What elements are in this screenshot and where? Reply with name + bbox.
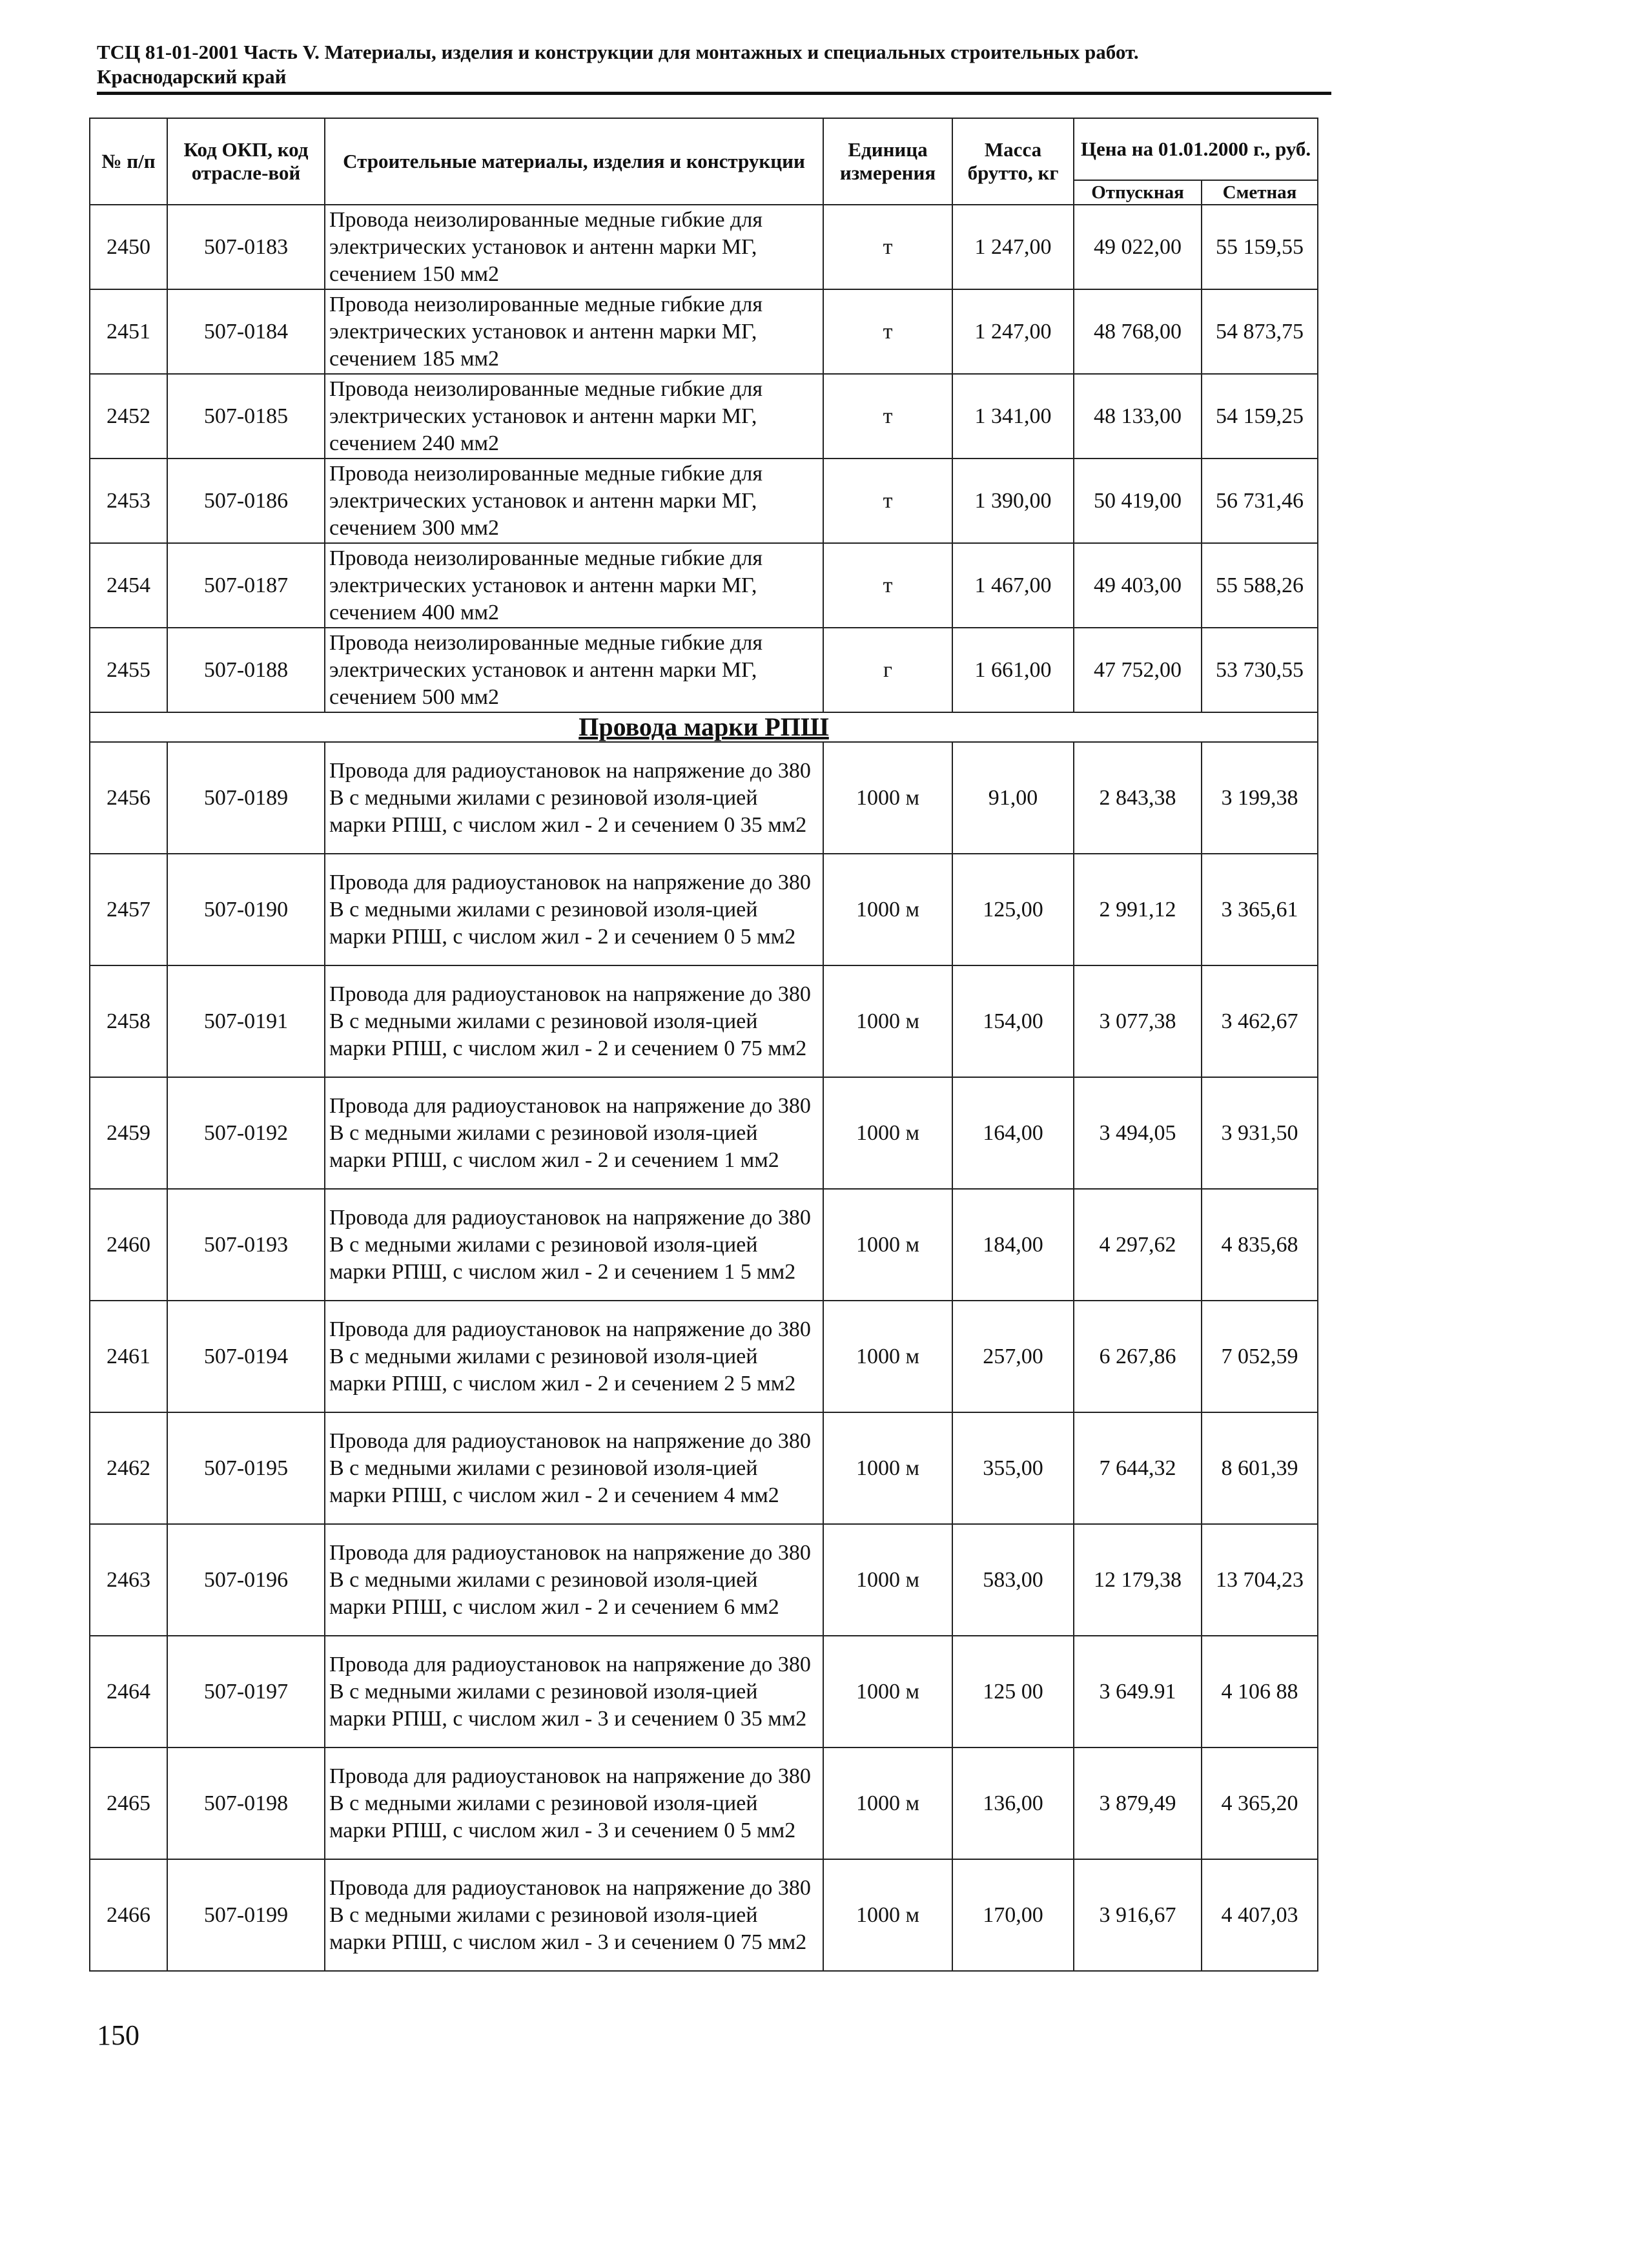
row-unit: 1000 м (823, 742, 952, 854)
row-code: 507-0190 (167, 854, 325, 965)
table-section (90, 712, 1318, 742)
row-price-release: 49 403,00 (1074, 543, 1202, 628)
row-code: 507-0187 (167, 543, 325, 628)
row-unit: т (823, 205, 952, 289)
row-price-estimate: 56 731,46 (1202, 459, 1318, 543)
row-num: 2455 (90, 628, 167, 712)
row-price-estimate: 4 407,03 (1202, 1859, 1318, 1971)
row-price-release: 49 022,00 (1074, 205, 1202, 289)
row-price-estimate: 3 199,38 (1202, 742, 1318, 854)
row-price-release: 12 179,38 (1074, 1524, 1202, 1636)
header-title: ТСЦ 81-01-2001 Часть V. Материалы, изделия и конструкции для монтажных и специальных строительных работ. (97, 41, 1139, 63)
row-num: 2460 (90, 1189, 167, 1301)
row-unit: 1000 м (823, 1412, 952, 1524)
row-price-estimate: 13 704,23 (1202, 1524, 1318, 1636)
row-mass: 1 661,00 (952, 628, 1074, 712)
col-header-price-release: Отпускная (1074, 180, 1202, 205)
row-description: Провода для радиоустановок на напряжение до 380 В с медными жилами с резиновой изоля-цией марки РПШ, с числом жил - 2 и сечением 6 мм2 (325, 1524, 823, 1636)
row-description: Провода для радиоустановок на напряжение до 380 В с медными жилами с резиновой изоля-цией марки РПШ, с числом жил - 2 и сечением 0 75 мм2 (325, 965, 823, 1077)
row-num: 2457 (90, 854, 167, 965)
row-code: 507-0194 (167, 1301, 325, 1412)
price-table (89, 118, 1318, 1972)
table-body-mg (90, 205, 1318, 712)
row-num: 2461 (90, 1301, 167, 1412)
row-description: Провода неизолированные медные гибкие для электрических установок и антенн марки МГ, сечением 300 мм2 (325, 459, 823, 543)
row-num: 2453 (90, 459, 167, 543)
row-price-estimate: 55 588,26 (1202, 543, 1318, 628)
row-num: 2454 (90, 543, 167, 628)
row-price-release: 2 991,12 (1074, 854, 1202, 965)
row-code: 507-0186 (167, 459, 325, 543)
col-header-num: № п/п (90, 118, 167, 205)
col-header-price-estimate: Сметная (1202, 180, 1318, 205)
row-mass: 257,00 (952, 1301, 1074, 1412)
col-header-code: Код ОКП, код отрасле-вой (167, 118, 325, 205)
row-unit: 1000 м (823, 1859, 952, 1971)
row-price-estimate: 55 159,55 (1202, 205, 1318, 289)
row-num: 2466 (90, 1859, 167, 1971)
row-price-release: 48 133,00 (1074, 374, 1202, 459)
row-mass: 1 341,00 (952, 374, 1074, 459)
row-code: 507-0185 (167, 374, 325, 459)
row-mass: 1 467,00 (952, 543, 1074, 628)
row-price-estimate: 54 873,75 (1202, 289, 1318, 374)
row-price-release: 48 768,00 (1074, 289, 1202, 374)
row-price-release: 7 644,32 (1074, 1412, 1202, 1524)
table-row (90, 1189, 1318, 1301)
row-description: Провода неизолированные медные гибкие для электрических установок и антенн марки МГ, сечением 185 мм2 (325, 289, 823, 374)
row-price-estimate: 3 931,50 (1202, 1077, 1318, 1189)
row-description: Провода для радиоустановок на напряжение до 380 В с медными жилами с резиновой изоля-цией марки РПШ, с числом жил - 2 и сечением 0 35 мм2 (325, 742, 823, 854)
row-price-release: 3 649.91 (1074, 1636, 1202, 1747)
page-number: 150 (97, 2019, 139, 2051)
table-row (90, 374, 1318, 459)
row-description: Провода для радиоустановок на напряжение до 380 В с медными жилами с резиновой изоля-цией марки РПШ, с числом жил - 2 и сечением 1 мм2 (325, 1077, 823, 1189)
row-num: 2450 (90, 205, 167, 289)
row-num: 2456 (90, 742, 167, 854)
row-mass: 583,00 (952, 1524, 1074, 1636)
row-num: 2462 (90, 1412, 167, 1524)
row-code: 507-0195 (167, 1412, 325, 1524)
row-price-estimate: 3 462,67 (1202, 965, 1318, 1077)
table-row (90, 1412, 1318, 1524)
row-description: Провода для радиоустановок на напряжение до 380 В с медными жилами с резиновой изоля-цией марки РПШ, с числом жил - 2 и сечением 0 5 мм2 (325, 854, 823, 965)
row-price-estimate: 4 106 88 (1202, 1636, 1318, 1747)
table-row (90, 628, 1318, 712)
row-code: 507-0192 (167, 1077, 325, 1189)
row-description: Провода для радиоустановок на напряжение до 380 В с медными жилами с резиновой изоля-цией марки РПШ, с числом жил - 2 и сечением 2 5 мм2 (325, 1301, 823, 1412)
row-unit: т (823, 374, 952, 459)
row-unit: 1000 м (823, 854, 952, 965)
row-code: 507-0198 (167, 1747, 325, 1859)
table-row (90, 1301, 1318, 1412)
table-row (90, 1636, 1318, 1747)
row-price-release: 2 843,38 (1074, 742, 1202, 854)
row-description: Провода для радиоустановок на напряжение до 380 В с медными жилами с резиновой изоля-цией марки РПШ, с числом жил - 2 и сечением 4 мм2 (325, 1412, 823, 1524)
row-price-release: 3 494,05 (1074, 1077, 1202, 1189)
row-code: 507-0196 (167, 1524, 325, 1636)
table-row (90, 742, 1318, 854)
row-price-estimate: 4 835,68 (1202, 1189, 1318, 1301)
table-body-rpsh (90, 742, 1318, 1971)
row-mass: 184,00 (952, 1189, 1074, 1301)
row-code: 507-0199 (167, 1859, 325, 1971)
row-mass: 1 390,00 (952, 459, 1074, 543)
col-header-mass: Масса брутто, кг (952, 118, 1074, 205)
header-divider (97, 92, 1331, 95)
row-price-release: 50 419,00 (1074, 459, 1202, 543)
row-code: 507-0189 (167, 742, 325, 854)
row-mass: 170,00 (952, 1859, 1074, 1971)
col-header-price: Цена на 01.01.2000 г., руб. (1074, 118, 1318, 180)
row-price-estimate: 3 365,61 (1202, 854, 1318, 965)
row-price-estimate: 53 730,55 (1202, 628, 1318, 712)
row-price-release: 6 267,86 (1074, 1301, 1202, 1412)
row-mass: 164,00 (952, 1077, 1074, 1189)
row-mass: 154,00 (952, 965, 1074, 1077)
row-price-release: 47 752,00 (1074, 628, 1202, 712)
row-num: 2458 (90, 965, 167, 1077)
table-row (90, 289, 1318, 374)
row-code: 507-0183 (167, 205, 325, 289)
document-header (97, 40, 1330, 89)
row-description: Провода неизолированные медные гибкие для электрических установок и антенн марки МГ, сечением 500 мм2 (325, 628, 823, 712)
row-num: 2464 (90, 1636, 167, 1747)
table-row (90, 1077, 1318, 1189)
row-unit: 1000 м (823, 1747, 952, 1859)
table-row (90, 459, 1318, 543)
row-mass: 1 247,00 (952, 289, 1074, 374)
row-code: 507-0197 (167, 1636, 325, 1747)
row-num: 2465 (90, 1747, 167, 1859)
row-mass: 136,00 (952, 1747, 1074, 1859)
row-unit: 1000 м (823, 1189, 952, 1301)
row-unit: 1000 м (823, 1524, 952, 1636)
row-mass: 125 00 (952, 1636, 1074, 1747)
table-row (90, 205, 1318, 289)
row-mass: 91,00 (952, 742, 1074, 854)
table-row (90, 1747, 1318, 1859)
row-num: 2451 (90, 289, 167, 374)
row-price-release: 4 297,62 (1074, 1189, 1202, 1301)
row-description: Провода для радиоустановок на напряжение до 380 В с медными жилами с резиновой изоля-цией марки РПШ, с числом жил - 3 и сечением 0 75 мм2 (325, 1859, 823, 1971)
row-code: 507-0193 (167, 1189, 325, 1301)
row-price-estimate: 54 159,25 (1202, 374, 1318, 459)
row-mass: 355,00 (952, 1412, 1074, 1524)
row-description: Провода неизолированные медные гибкие для электрических установок и антенн марки МГ, сечением 240 мм2 (325, 374, 823, 459)
row-unit: т (823, 543, 952, 628)
row-price-release: 3 077,38 (1074, 965, 1202, 1077)
row-unit: 1000 м (823, 1301, 952, 1412)
row-description: Провода для радиоустановок на напряжение до 380 В с медными жилами с резиновой изоля-цией марки РПШ, с числом жил - 3 и сечением 0 35 мм2 (325, 1636, 823, 1747)
row-price-release: 3 879,49 (1074, 1747, 1202, 1859)
row-code: 507-0184 (167, 289, 325, 374)
row-num: 2463 (90, 1524, 167, 1636)
row-mass: 1 247,00 (952, 205, 1074, 289)
row-description: Провода неизолированные медные гибкие для электрических установок и антенн марки МГ, сечением 150 мм2 (325, 205, 823, 289)
row-price-release: 3 916,67 (1074, 1859, 1202, 1971)
row-unit: т (823, 459, 952, 543)
row-description: Провода неизолированные медные гибкие для электрических установок и антенн марки МГ, сечением 400 мм2 (325, 543, 823, 628)
col-header-material: Строительные материалы, изделия и конструкции (325, 118, 823, 205)
row-unit: т (823, 289, 952, 374)
section-title: Провода марки РПШ (90, 712, 1318, 742)
row-num: 2452 (90, 374, 167, 459)
col-header-unit: Единица измерения (823, 118, 952, 205)
row-description: Провода для радиоустановок на напряжение до 380 В с медными жилами с резиновой изоля-цией марки РПШ, с числом жил - 2 и сечением 1 5 мм2 (325, 1189, 823, 1301)
row-code: 507-0191 (167, 965, 325, 1077)
row-price-estimate: 7 052,59 (1202, 1301, 1318, 1412)
table-row (90, 543, 1318, 628)
row-num: 2459 (90, 1077, 167, 1189)
table-row (90, 854, 1318, 965)
table-row (90, 965, 1318, 1077)
table-row (90, 1859, 1318, 1971)
row-unit: 1000 м (823, 1636, 952, 1747)
row-mass: 125,00 (952, 854, 1074, 965)
row-price-estimate: 8 601,39 (1202, 1412, 1318, 1524)
table-row (90, 1524, 1318, 1636)
row-unit: г (823, 628, 952, 712)
row-description: Провода для радиоустановок на напряжение до 380 В с медными жилами с резиновой изоля-цией марки РПШ, с числом жил - 3 и сечением 0 5 мм2 (325, 1747, 823, 1859)
row-code: 507-0188 (167, 628, 325, 712)
row-price-estimate: 4 365,20 (1202, 1747, 1318, 1859)
row-unit: 1000 м (823, 965, 952, 1077)
row-unit: 1000 м (823, 1077, 952, 1189)
header-region: Краснодарский край (97, 65, 287, 88)
